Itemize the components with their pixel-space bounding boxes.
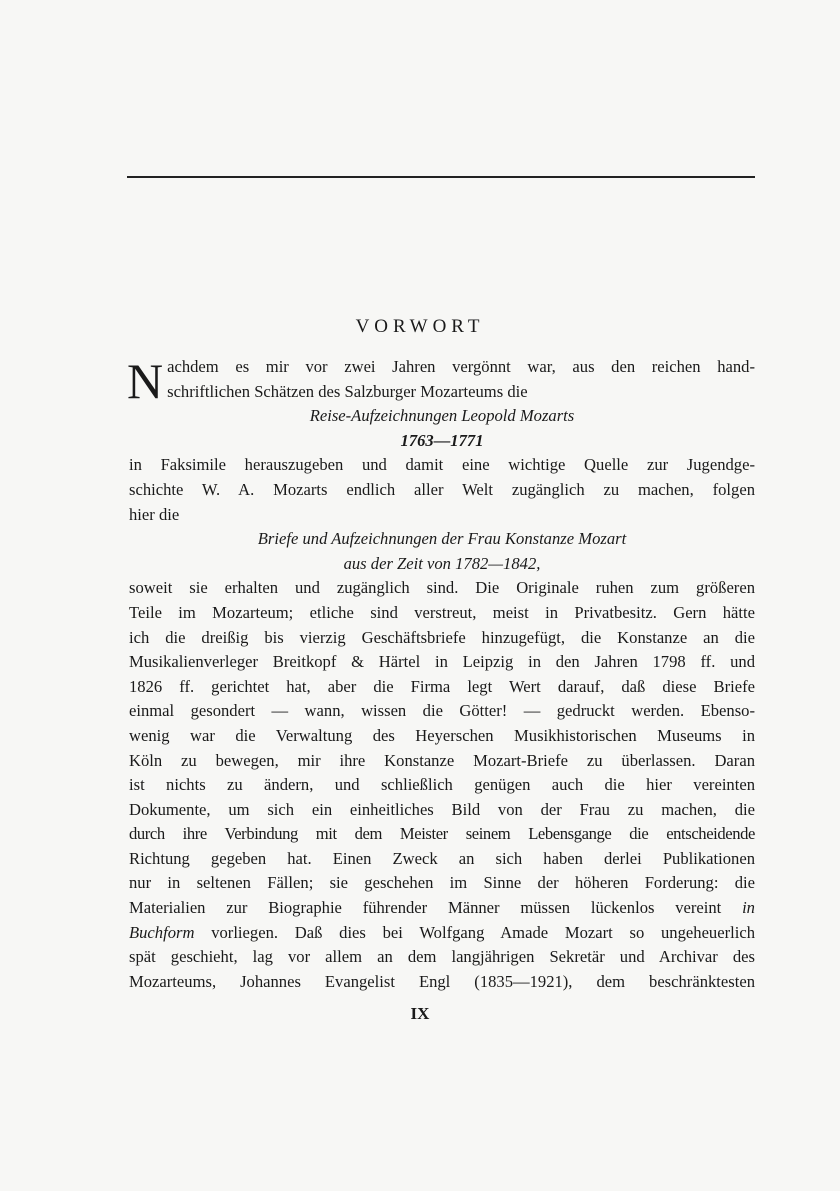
italic-segment: in [742,898,755,918]
centered-title-line: Reise-Aufzeichnungen Leopold Mozarts [309,406,575,426]
centered-title-line: Briefe und Aufzeichnungen der Frau Konstanze Mozart [257,529,627,549]
text-line: Teile im Mozarteum; etliche sind verstreut, meist in Privatbesitz. Gern hätte [129,602,755,622]
page-title: VORWORT [355,316,485,337]
centered-title-line: 1763—1771 [400,430,484,450]
text-line: schriftlichen Schätzen des Salzburger Mozarteums die [167,381,528,401]
text-line: in Faksimile herauszugeben und damit eine wichtige Quelle zur Jugendge- [129,455,755,475]
text-line: Richtung gegeben hat. Einen Zweck an sich haben derlei Publikationen [129,848,755,868]
drop-cap: N [127,353,164,409]
page-number: IX [410,1004,430,1023]
italic-segment: Buchform [129,922,195,942]
text-line: ist nichts zu ändern, und schließlich genügen auch die hier vereinten [129,775,755,795]
text-line: nur in seltenen Fällen; sie geschehen im Sinne der höheren Forderung: die [129,873,755,893]
text-line [129,896,755,921]
text-line: spät geschieht, lag vor allem an dem langjährigen Sekretär und Archivar des [129,947,755,967]
text-line: Musikalienverleger Breitkopf & Härtel in Leipzig in den Jahren 1798 ff. und [129,652,755,672]
text-line: einmal gesondert — wann, wissen die Götter! — gedruckt werden. Ebenso- [129,701,755,721]
text-line: 1826 ff. gerichtet hat, aber die Firma legt Wert darauf, daß diese Briefe [129,676,755,696]
text-line: ich die dreißig bis vierzig Geschäftsbriefe hinzugefügt, die Konstanze an die [129,627,755,647]
text-line: Köln zu bewegen, mir ihre Konstanze Mozart-Briefe zu überlassen. Daran [129,750,755,770]
body-text [129,355,755,994]
text-line: achdem es mir vor zwei Jahren vergönnt war, aus den reichen hand- [167,357,755,376]
text-line: soweit sie erhalten und zugänglich sind. Die Originale ruhen zum größeren [129,578,755,598]
text-line: Dokumente, um sich ein einheitliches Bild von der Frau zu machen, die [129,799,755,819]
text-line: schichte W. A. Mozarts endlich aller Welt zugänglich zu machen, folgen [129,479,755,499]
text-segment: vorliegen. Daß dies bei Wolfgang Amade Mozart so ungeheuerlich [211,922,755,942]
text-line: hier die [129,504,180,524]
text-segment: Materialien zur Biographie führender Männer müssen lückenlos vereint [129,898,722,918]
text-line: Mozarteums, Johannes Evangelist Engl (1835—1921), dem beschränktesten [129,971,755,991]
text-line: wenig war die Verwaltung des Heyerschen Musikhistorischen Museums in [129,725,755,745]
centered-title-line: aus der Zeit von 1782—1842, [343,553,541,573]
header-rule [127,176,755,178]
text-line: durch ihre Verbindung mit dem Meister seinem Lebensgange die entscheidende [129,824,755,844]
text-line [129,921,755,946]
